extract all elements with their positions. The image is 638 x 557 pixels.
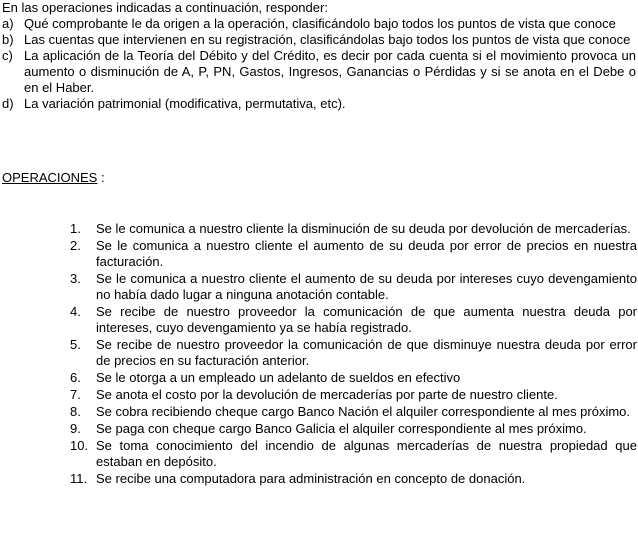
operation-number: 3.: [70, 271, 81, 286]
intro-text: En las operaciones indicadas a continuación, responder:: [2, 0, 328, 15]
operation-text: Se toma conocimiento del incendio de algunas mercaderías de nuestra propiedad que estaban en depósito.: [96, 438, 637, 469]
operation-text: Se recibe de nuestro proveedor la comunicación de que disminuye nuestra deuda por error de precios en su facturación anterior.: [96, 337, 637, 368]
operations-list: [70, 221, 637, 488]
operation-item: [70, 337, 637, 369]
operation-item: [70, 238, 637, 270]
operation-number: 6.: [70, 370, 81, 385]
operation-number: 11.: [70, 471, 88, 486]
operation-text: Se paga con cheque cargo Banco Galicia el alquiler correspondiente al mes próximo.: [96, 421, 587, 436]
operation-text: Se le otorga a un empleado un adelanto de sueldos en efectivo: [96, 370, 461, 385]
question-letter: d): [2, 96, 14, 111]
operation-item: [70, 304, 637, 336]
question-text: La variación patrimonial (modificativa, permutativa, etc).: [24, 96, 346, 111]
operation-text: Se le comunica a nuestro cliente la disminución de su deuda por devolución de mercaderías.: [96, 221, 631, 236]
question-letter: b): [2, 32, 14, 47]
operation-item: [70, 438, 637, 470]
operation-text: Se recibe de nuestro proveedor la comunicación de que aumenta nuestra deuda por intereses, cuyo devengamiento ya se había registrado.: [96, 304, 637, 335]
operation-number: 7.: [70, 387, 81, 402]
question-item-c: [2, 48, 636, 96]
question-text: Qué comprobante le da origen a la operación, clasificándolo bajo todos los puntos de vista que conoce: [24, 16, 616, 31]
operation-item: [70, 387, 637, 403]
operation-number: 2.: [70, 238, 81, 253]
operation-number: 5.: [70, 337, 81, 352]
operation-text: Se le comunica a nuestro cliente el aumento de su deuda por intereses cuyo devengamiento no había dado lugar a ninguna anotación contable.: [96, 271, 637, 302]
operation-item: [70, 471, 637, 487]
question-item-d: [2, 96, 636, 112]
operations-heading-block: [2, 170, 105, 186]
operations-heading-suffix: :: [100, 170, 105, 185]
operation-number: 8.: [70, 404, 81, 419]
operation-item: [70, 404, 637, 420]
question-item-b: [2, 32, 636, 48]
question-letter: c): [2, 48, 13, 63]
operations-heading: OPERACIONES: [2, 170, 98, 185]
operation-text: Se recibe una computadora para administración en concepto de donación.: [96, 471, 526, 486]
operation-item: [70, 271, 637, 303]
operation-text: Se le comunica a nuestro cliente el aumento de su deuda por error de precios en nuestra facturación.: [96, 238, 637, 269]
operation-number: 1.: [70, 221, 81, 236]
operation-item: [70, 370, 637, 386]
operation-number: 9.: [70, 421, 81, 436]
operation-text: Se cobra recibiendo cheque cargo Banco Nación el alquiler correspondiente al mes próximo.: [96, 404, 631, 419]
operation-number: 4.: [70, 304, 81, 319]
question-text: Las cuentas que intervienen en su registración, clasificándolas bajo todos los puntos de vista que conoce: [24, 32, 631, 47]
instructions-block: [2, 0, 636, 112]
question-letter: a): [2, 16, 14, 31]
operation-item: [70, 421, 637, 437]
operation-item: [70, 221, 637, 237]
operation-text: Se anota el costo por la devolución de mercaderías por parte de nuestro cliente.: [96, 387, 558, 402]
intro-line: [2, 0, 636, 16]
question-text: La aplicación de la Teoría del Débito y del Crédito, es decir por cada cuenta si el movimiento provoca un aumento o disminución de A, P, PN, Gastos, Ingresos, Ganancias o Pérdidas y si se anota en el Debe o en el Haber.: [24, 48, 636, 95]
question-item-a: [2, 16, 636, 32]
operation-number: 10.: [70, 438, 89, 453]
